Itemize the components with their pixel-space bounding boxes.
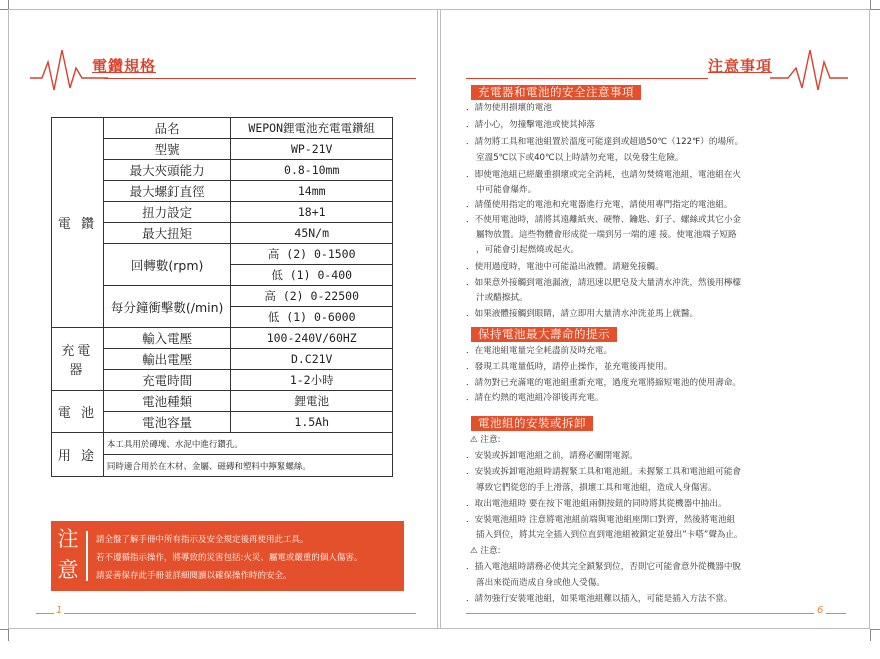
- list-item: ．取出電池組時 要在按下電池組兩側按鈕的同時將其從機器中抽出。: [466, 499, 727, 509]
- header-rule: [466, 78, 708, 79]
- list-item: ．請勿強行安裝電池組，如果電池組難以插入，可能是插入方法不當。: [466, 594, 733, 604]
- table-row: [52, 455, 393, 477]
- list-item: 室溫5℃以下或40℃以上時請勿充電，以免發生危險。: [476, 153, 684, 163]
- list-item: ．請僅使用指定的電池和充電器進行充電，請使用專門指定的電池組。: [466, 200, 733, 210]
- list-item: ．在電池組電量完全耗盡前及時充電。: [466, 346, 613, 356]
- list-item: ．安裝或拆卸電池組時請握緊工具和電池組。未握緊工具和電池組可能會: [466, 467, 742, 477]
- table-row: [52, 223, 393, 244]
- usage-line: 同時適合用於在木材、金屬、磁磚和塑料中擰緊螺絲。: [103, 455, 392, 477]
- page-title: 注意事項: [708, 57, 773, 75]
- spec-value: 100-240V/60HZ: [231, 328, 393, 349]
- spec-value: 45N/m: [231, 223, 393, 244]
- spec-key: 扭力設定: [103, 202, 231, 223]
- spec-table: [51, 117, 393, 477]
- list-item: ．請在灼熱的電池組冷卻後再充電。: [466, 393, 604, 403]
- spec-value: 鋰電池: [231, 391, 393, 412]
- spec-value: 14mm: [231, 181, 393, 202]
- warning-box: [51, 521, 404, 591]
- section-heading: 電池組的安裝或拆卸: [471, 416, 593, 431]
- list-item: 汁或醋擦拭。: [476, 293, 528, 303]
- crop-mark: [0, 9, 8, 10]
- spec-value: 低 (1) 0-400: [231, 265, 393, 286]
- list-item: ．請勿對已充滿電的電池組重新充電，過度充電將縮短電池的使用壽命。: [466, 378, 742, 388]
- group-battery: 電 池: [52, 391, 104, 433]
- caution-label: ⚠ 注意:: [470, 435, 501, 445]
- table-row: [52, 349, 393, 370]
- table-row: [52, 160, 393, 181]
- list-item: 導致它們從您的手上滑落，損壞工具和電池組，造成人身傷害。: [476, 483, 717, 493]
- table-row: [52, 433, 393, 455]
- list-item: ．發現工具電量低時，請停止操作，並充電後再使用。: [466, 362, 673, 372]
- warning-line: 請全盤了解手冊中所有指示及安全規定後再使用此工具。: [96, 535, 309, 545]
- spec-key: 最大扭矩: [103, 223, 231, 244]
- section-heading: 保持電池最大壽命的提示: [471, 327, 617, 342]
- spec-key: 輸入電壓: [103, 328, 231, 349]
- list-item: ．請勿將工具和電池組置於溫度可能達到或超過50℃（122℉）的場所。: [466, 137, 744, 147]
- spec-value: 0.8-10mm: [231, 160, 393, 181]
- page-number-rule: [36, 613, 54, 614]
- spec-value: WEPON鋰電池充電電鑽組: [231, 118, 393, 139]
- crop-mark: [870, 9, 880, 10]
- crop-mark: [870, 0, 871, 9]
- spec-key: 最大螺釘直徑: [103, 181, 231, 202]
- header-rule: [104, 78, 416, 79]
- spec-key: 輸出電壓: [103, 349, 231, 370]
- warning-line: 若不遵循指示操作，將導致的災害包括:火災、屬電或嚴重的個人傷害。: [96, 553, 363, 563]
- group-charger: 充電器: [52, 328, 104, 391]
- section-heading: 充電器和電池的安全注意事項: [471, 85, 641, 100]
- list-item: ．即使電池組已經嚴重損壞或完全消耗，也請勿焚燒電池組，電池組在火: [466, 170, 742, 180]
- spec-key: 電池種類: [103, 391, 231, 412]
- table-row: [52, 370, 393, 391]
- list-item: ．安裝或拆卸電池組之前，請務必關閉電源。: [466, 451, 638, 461]
- page-number: 6: [817, 605, 824, 616]
- list-item: ．使用過度時，電池中可能溢出液體。請避免接觸。: [466, 262, 664, 272]
- page-number-rule: [64, 613, 416, 614]
- table-row: [52, 118, 393, 139]
- table-row: [52, 244, 393, 265]
- usage-line: 本工具用於磚塊、水泥中進行鑽孔。: [103, 433, 392, 455]
- crop-mark: [0, 629, 8, 630]
- list-item: ．插入電池組時請務必使其完全鎖緊到位，否則它可能會意外從機器中脫: [466, 562, 742, 572]
- list-item: 中可能會爆炸。: [476, 185, 537, 195]
- spec-value: 1-2小時: [231, 370, 393, 391]
- table-row: [52, 412, 393, 433]
- list-item: ，可能會引起燃燒或起火。: [476, 245, 580, 255]
- list-item: ．如果液體接觸到眼睛，請立即用大量清水沖洗並馬上就醫。: [466, 309, 699, 319]
- page-title: 電鑽規格: [92, 57, 157, 75]
- list-item: ．請小心，勿撞擊電池或使其掉落: [466, 120, 595, 130]
- group-usage: 用 途: [52, 433, 104, 477]
- spec-key: 每分鐘衝擊數(/min): [103, 286, 231, 328]
- list-item: ．安裝電池組時 注意將電池組前端與電池組座開口對齊，然後將電池組: [466, 515, 736, 525]
- crop-mark: [870, 629, 880, 630]
- list-item: ．如果意外接觸到電池漏液，請迅速以肥皂及大量清水沖洗，然後用檸檬: [466, 278, 742, 288]
- warning-label: 注意: [57, 527, 79, 582]
- spec-key: 電池容量: [103, 412, 231, 433]
- crop-mark: [8, 629, 9, 641]
- list-item: 屬物放置。這些物體會形成從一端到另一端的連 接。使電池端子短路: [476, 230, 737, 240]
- spec-value: 高 (2) 0-1500: [231, 244, 393, 265]
- spec-key: 型號: [103, 139, 231, 160]
- list-item: 插入到位，將其完全插入到位直到電池組被鎖定並發出”卡嗒”聲為止。: [476, 530, 743, 540]
- spec-key: 充電時間: [103, 370, 231, 391]
- heartbeat-pulse-icon: [770, 44, 850, 94]
- spec-key: 回轉數(rpm): [103, 244, 231, 286]
- spec-value: 1.5Ah: [231, 412, 393, 433]
- spec-value: D.C21V: [231, 349, 393, 370]
- page-number-rule: [466, 613, 814, 614]
- list-item: 落出來從而造成自身或他人受傷。: [476, 578, 605, 588]
- spec-value: 低 (1) 0-6000: [231, 307, 393, 328]
- list-item: ．請勿使用損壞的電池: [466, 103, 552, 113]
- page-number: 1: [56, 605, 63, 616]
- spec-key: 品名: [103, 118, 231, 139]
- crop-mark: [870, 629, 871, 641]
- spec-value: 高 (2) 0-22500: [231, 286, 393, 307]
- table-row: [52, 286, 393, 307]
- caution-label: ⚠ 注意:: [470, 546, 501, 556]
- warning-divider: [86, 531, 88, 581]
- group-drill: 電 鑽: [52, 118, 104, 328]
- warning-line: 請妥善保存此手冊並詳細閱讀以確保操作時的安全。: [96, 571, 292, 581]
- spec-value: 18+1: [231, 202, 393, 223]
- table-row: [52, 328, 393, 349]
- spec-key: 最大夾頭能力: [103, 160, 231, 181]
- table-row: [52, 202, 393, 223]
- table-row: [52, 139, 393, 160]
- table-row: [52, 181, 393, 202]
- list-item: ．不使用電池時，請將其遠離紙夾、硬幣、鑰匙、釘子、螺絲或其它小金: [466, 215, 742, 225]
- page-number-rule: [826, 613, 846, 614]
- crop-mark: [8, 0, 9, 9]
- table-row: [52, 391, 393, 412]
- spec-value: WP-21V: [231, 139, 393, 160]
